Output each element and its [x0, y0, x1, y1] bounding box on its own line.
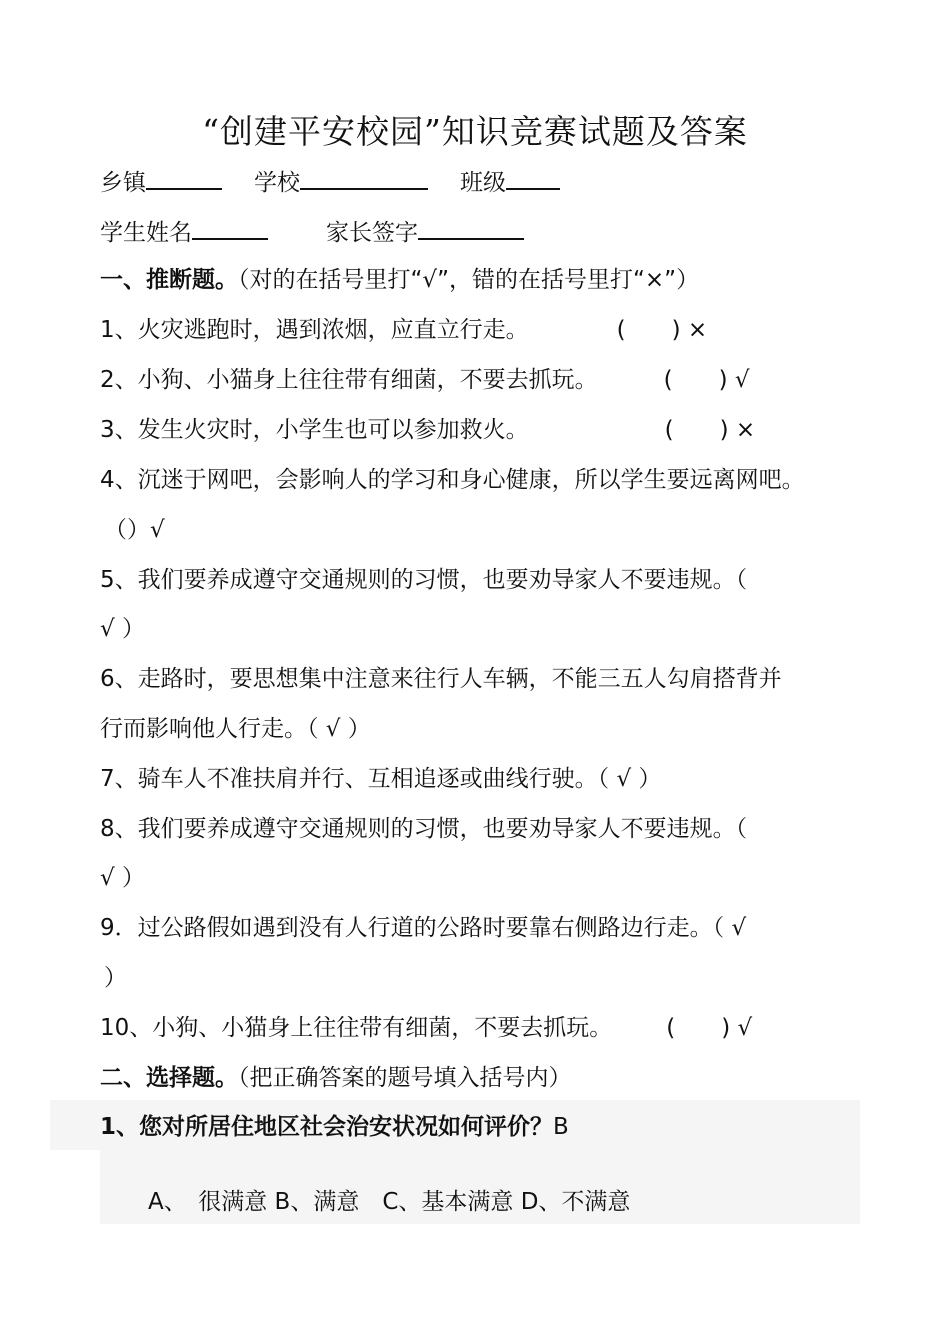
school-blank[interactable] — [300, 166, 428, 190]
school-label: 学校 — [254, 170, 300, 196]
township-label: 乡镇 — [100, 170, 146, 196]
question-text: 1、您对所居住地区社会治安状况如何评价？ — [100, 1114, 554, 1140]
item-text: 10、小狗、小猫身上往往带有细菌，不要去抓玩。 — [100, 1015, 613, 1041]
judge-item-2 — [100, 365, 890, 395]
judge-item-7 — [100, 764, 890, 794]
item-text: 3、发生火灾时，小学生也可以参加救火。 — [100, 417, 529, 443]
item-answer: （）√ — [104, 517, 165, 543]
section2-heading-row — [100, 1063, 890, 1093]
class-label: 班级 — [460, 170, 506, 196]
item-answer: ( ) √ — [663, 367, 750, 393]
question-answer: B — [553, 1114, 569, 1140]
question-options: A、 很满意 B、满意 C、基本满意 D、不满意 — [148, 1189, 631, 1215]
choice-question-1-options — [148, 1187, 938, 1217]
judge-item-5-cont — [100, 614, 890, 644]
item-text: 8、我们要养成遵守交通规则的习惯，也要劝导家人不要违规。（ — [100, 816, 748, 842]
item-answer: ( ) × — [664, 417, 756, 443]
item-text: 9．过公路假如遇到没有人行道的公路时要靠右侧路边行走。（ √ — [100, 915, 747, 941]
judge-item-6 — [100, 664, 890, 694]
item-text: 1、火灾逃跑时，遇到浓烟，应直立行走。 — [100, 317, 529, 343]
judge-item-3 — [100, 415, 890, 445]
judge-item-8-cont — [100, 863, 890, 893]
judge-item-6-cont — [100, 714, 890, 744]
student-name-blank[interactable] — [192, 216, 268, 240]
item-text: 7、骑车人不准扶肩并行、互相追逐或曲线行驶。（ √ ） — [100, 766, 662, 792]
judge-item-4-cont — [104, 515, 894, 545]
item-answer: √ ） — [100, 865, 145, 891]
section2-instruction: （把正确答案的题号填入括号内） — [238, 1065, 572, 1091]
judge-item-1 — [100, 315, 890, 345]
parent-signature-label: 家长签字 — [326, 220, 418, 246]
header-row-2 — [100, 216, 890, 248]
item-answer: √ ） — [100, 616, 145, 642]
township-blank[interactable] — [146, 166, 222, 190]
item-text: 6、走路时，要思想集中注意来往行人车辆，不能三五人勾肩搭背并 — [100, 666, 782, 692]
section1-heading: 一、推断题。 — [100, 267, 238, 293]
item-text: 5、我们要养成遵守交通规则的习惯，也要劝导家人不要违规。（ — [100, 567, 748, 593]
page-title: “创建平安校园”知识竞赛试题及答案 — [202, 112, 748, 151]
judge-item-8 — [100, 814, 890, 844]
choice-question-1 — [100, 1112, 890, 1142]
judge-item-5 — [100, 565, 890, 595]
section2-heading: 二、选择题。 — [100, 1065, 238, 1091]
judge-item-4 — [100, 465, 890, 495]
section1-instruction: （对的在括号里打“√”，错的在括号里打“×”） — [238, 267, 700, 293]
item-text: 2、小狗、小猫身上往往带有细菌，不要去抓玩。 — [100, 367, 598, 393]
item-text: 4、沉迷于网吧，会影响人的学习和身心健康，所以学生要远离网吧。 — [100, 467, 805, 493]
judge-item-9 — [100, 913, 890, 943]
item-answer: ( ) √ — [666, 1015, 753, 1041]
header-row-1 — [100, 166, 890, 198]
class-blank[interactable] — [506, 166, 560, 190]
section1-heading-row — [100, 265, 890, 295]
judge-item-9-cont — [104, 963, 894, 993]
item-answer: ） — [104, 965, 127, 991]
item-answer: ( ) × — [616, 317, 708, 343]
judge-item-10 — [100, 1013, 890, 1043]
parent-signature-blank[interactable] — [418, 216, 524, 240]
student-name-label: 学生姓名 — [100, 220, 192, 246]
item-answer: 行而影响他人行走。（ √ ） — [100, 716, 371, 742]
